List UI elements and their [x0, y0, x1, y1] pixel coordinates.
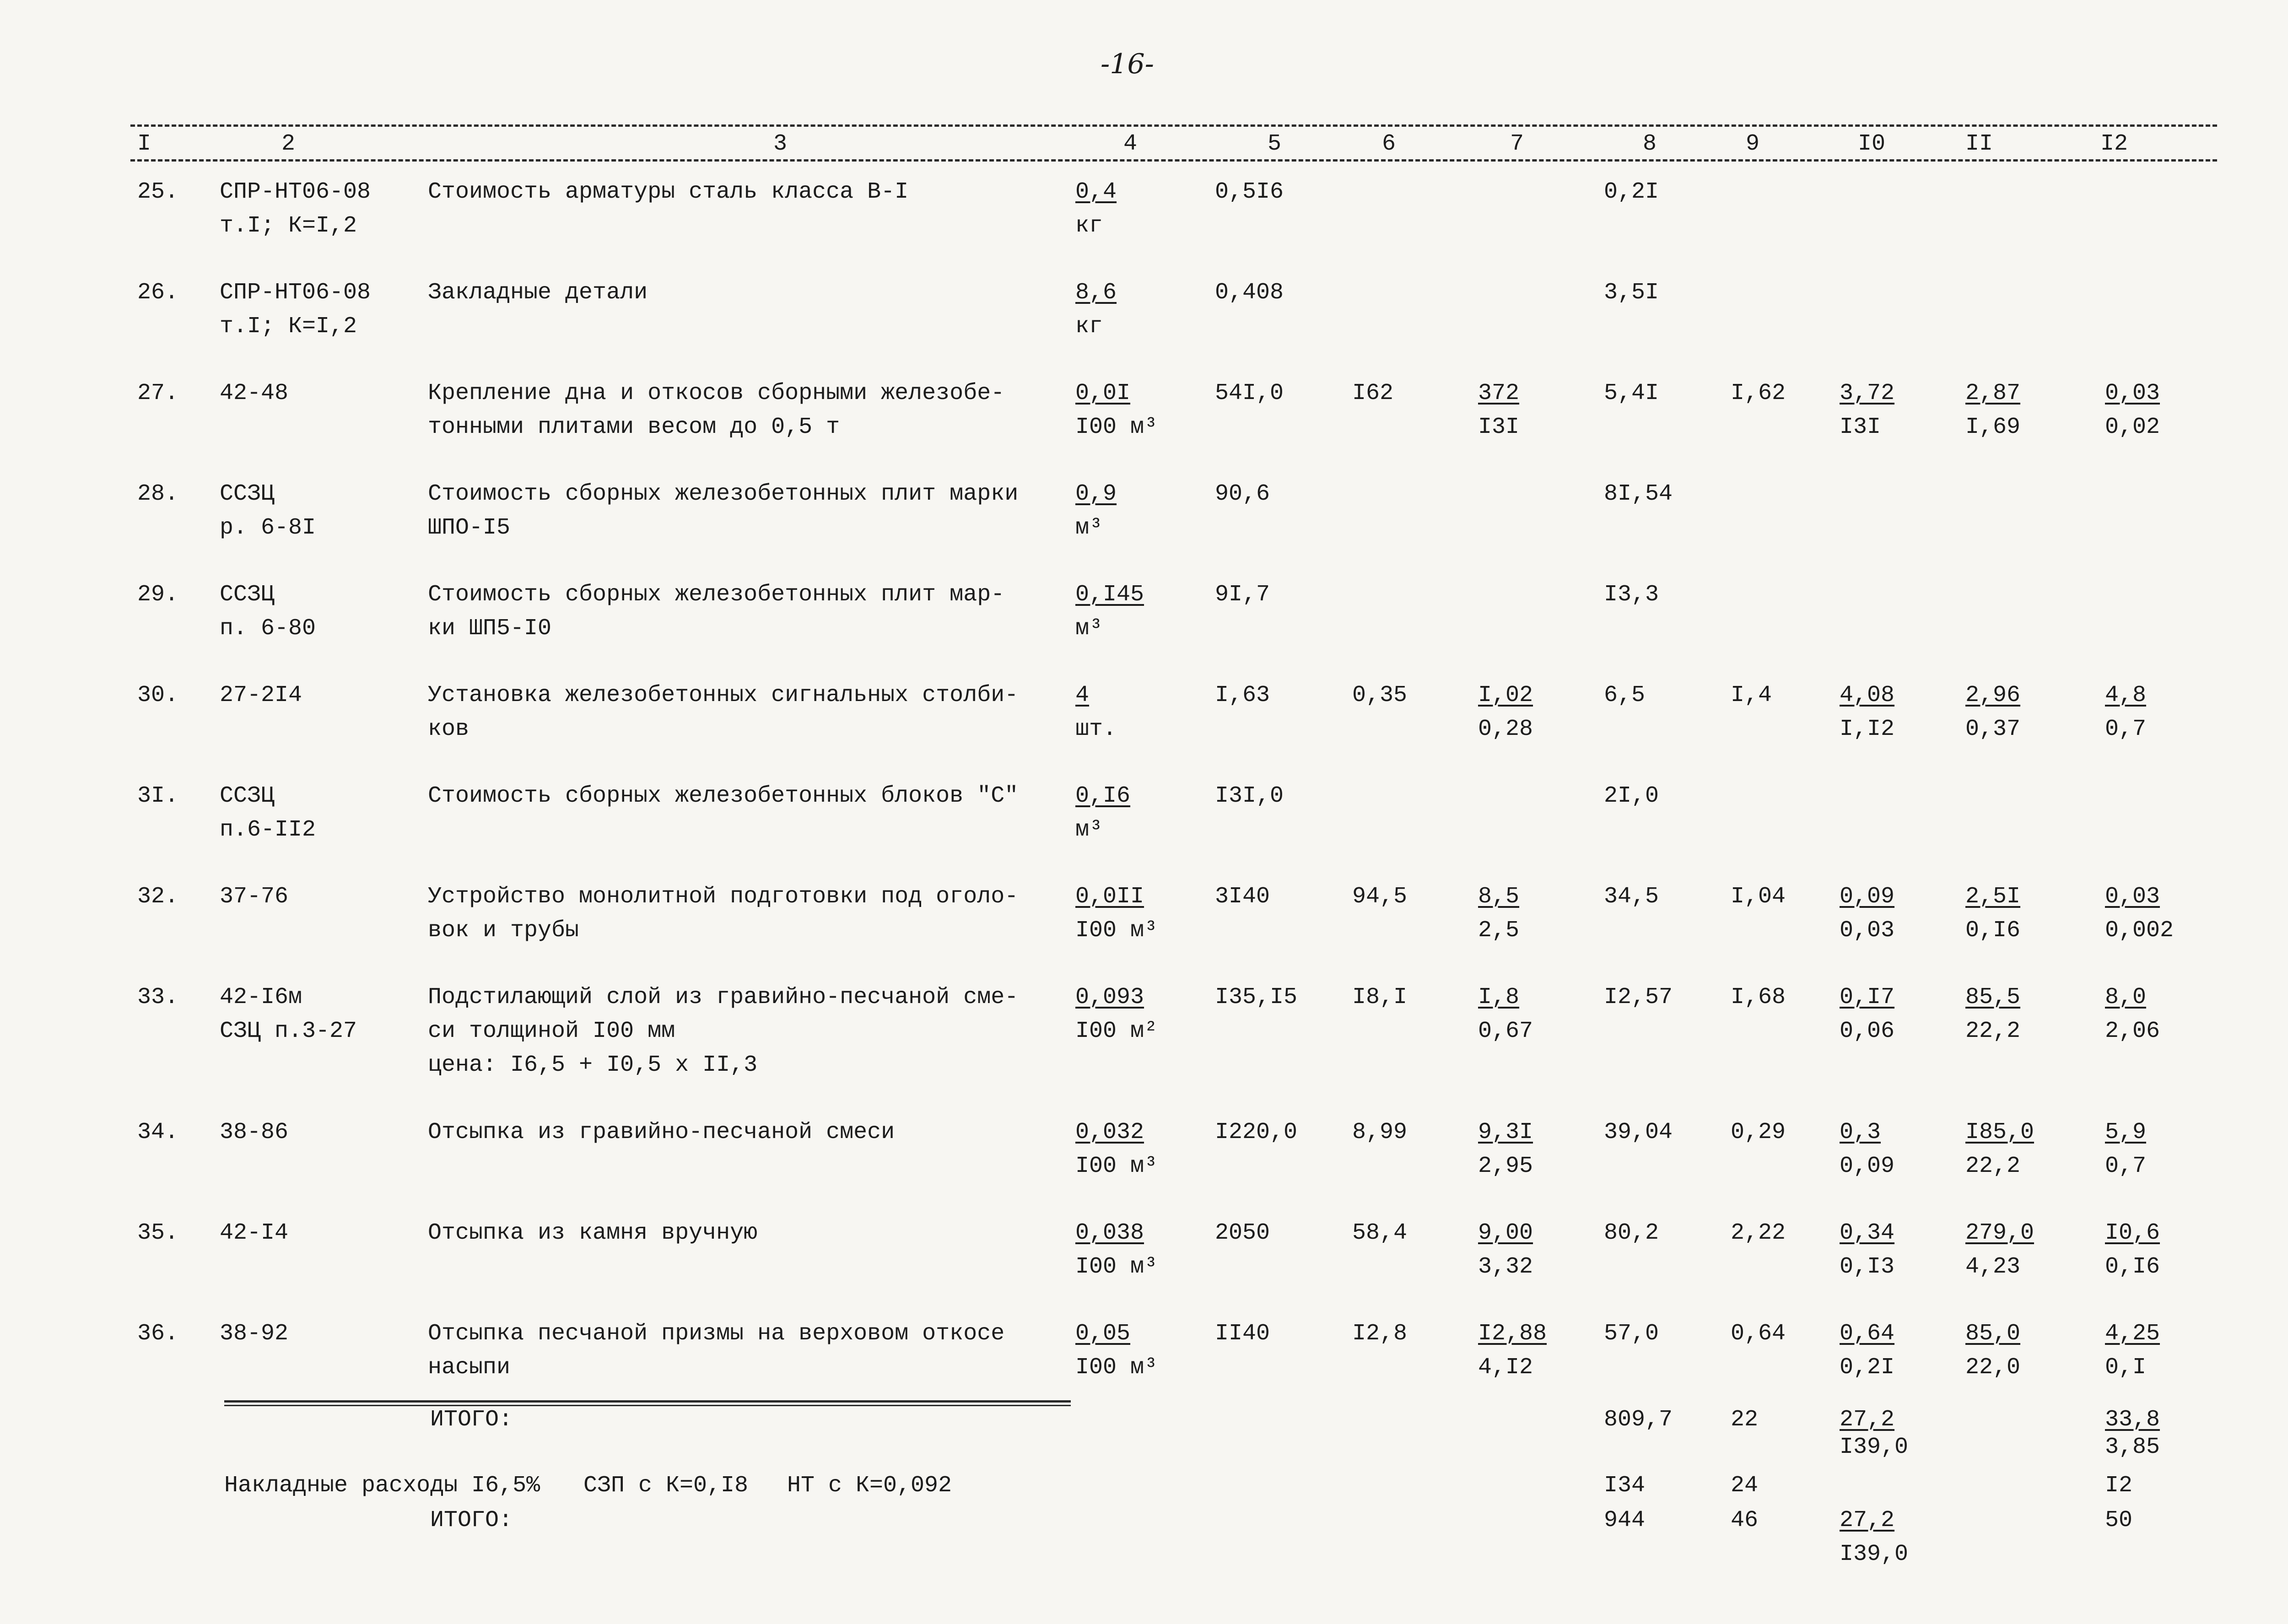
row-col11-bottom: 22,2 [1965, 1153, 2021, 1179]
row-description: цена: I6,5 + I0,5 x II,3 [428, 1052, 758, 1078]
row-col9: I,62 [1731, 380, 1786, 406]
row-col12-bottom: 0,I [2105, 1354, 2147, 1381]
row-col10-top: 4,08 [1840, 682, 1895, 708]
row-col5: I220,0 [1215, 1119, 1298, 1145]
row-col12-top: 5,9 [2105, 1119, 2147, 1145]
row-col12-top: I0,6 [2105, 1220, 2160, 1246]
row-code: СЗЦ п.3-27 [220, 1018, 357, 1044]
row-col7-bottom: 2,5 [1478, 917, 1520, 944]
row-description: Отсыпка из гравийно-песчаной смеси [428, 1119, 895, 1145]
page-number: -16- [1101, 48, 1154, 80]
row-col10-bottom: 0,06 [1840, 1018, 1895, 1044]
row-code: 38-92 [220, 1321, 289, 1347]
total-col10-bottom: I39,0 [1840, 1434, 1909, 1460]
column-number-3: 3 [773, 131, 788, 157]
row-col6: I2,8 [1352, 1321, 1408, 1347]
row-col8: 2I,0 [1604, 783, 1659, 809]
row-col10-bottom: 0,I3 [1840, 1254, 1895, 1280]
row-description: Стоимость сборных железобетонных блоков "С" [428, 783, 1019, 809]
row-description: ков [428, 716, 469, 742]
row-col12-top: 8,0 [2105, 984, 2147, 1010]
row-col10-bottom: 0,09 [1840, 1153, 1895, 1179]
row-number: 36. [137, 1321, 179, 1347]
row-col7-top: I,02 [1478, 682, 1533, 708]
row-description: си толщиной I00 мм [428, 1018, 675, 1044]
row-quantity: 0,05 [1075, 1321, 1131, 1347]
row-col7-top: I,8 [1478, 984, 1520, 1010]
row-unit: кг [1075, 313, 1103, 340]
row-unit: I00 м² [1075, 1018, 1158, 1044]
row-col11-bottom: 22,0 [1965, 1354, 2021, 1381]
row-code: ССЗЦ [220, 481, 275, 507]
row-unit: I00 м³ [1075, 1153, 1158, 1179]
row-code: СПР-НТ06-08 [220, 280, 371, 306]
row-col7-bottom: 4,I2 [1478, 1354, 1533, 1381]
row-col12-top: 0,03 [2105, 884, 2160, 910]
row-col5: I35,I5 [1215, 984, 1298, 1010]
row-code: т.I; К=I,2 [220, 213, 357, 239]
row-description: Отсыпка песчаной призмы на верховом откосе [428, 1321, 1005, 1347]
row-description: Устройство монолитной подготовки под оголо- [428, 884, 1019, 910]
row-col5: 90,6 [1215, 481, 1270, 507]
row-col9: I,4 [1731, 682, 1772, 708]
row-col12-top: 4,25 [2105, 1321, 2160, 1347]
row-col10-top: 0,34 [1840, 1220, 1895, 1246]
row-col12-bottom: 0,02 [2105, 414, 2160, 440]
row-unit: I00 м³ [1075, 1254, 1158, 1280]
row-description: Подстилающий слой из гравийно-песчаной сме- [428, 984, 1019, 1010]
row-description: Отсыпка из камня вручную [428, 1220, 758, 1246]
grand-total-col10-top: 27,2 [1840, 1507, 1895, 1533]
grand-total-col9: 46 [1731, 1507, 1759, 1533]
row-code: ССЗЦ [220, 582, 275, 608]
column-number-9: 9 [1746, 131, 1760, 157]
total-col8: 809,7 [1604, 1407, 1673, 1433]
row-col7-top: I2,88 [1478, 1321, 1547, 1347]
total-col10-top: 27,2 [1840, 1407, 1895, 1433]
overhead-col8: I34 [1604, 1473, 1646, 1499]
overhead-nt: НТ с К=0,092 [787, 1473, 952, 1499]
row-col10-top: 0,3 [1840, 1119, 1881, 1145]
total-col9: 22 [1731, 1407, 1759, 1433]
row-col8: 57,0 [1604, 1321, 1659, 1347]
row-col6: 58,4 [1352, 1220, 1408, 1246]
row-quantity: 0,9 [1075, 481, 1117, 507]
row-col11-bottom: 0,I6 [1965, 917, 2021, 944]
row-col5: I3I,0 [1215, 783, 1284, 809]
row-col11-top: 2,87 [1965, 380, 2021, 406]
row-number: 28. [137, 481, 179, 507]
row-col5: 0,5I6 [1215, 179, 1284, 205]
row-col8: I3,3 [1604, 582, 1659, 608]
row-col6: 94,5 [1352, 884, 1408, 910]
row-unit: шт. [1075, 716, 1117, 742]
row-code: 38-86 [220, 1119, 289, 1145]
row-quantity: 0,038 [1075, 1220, 1144, 1246]
row-code: п.6-II2 [220, 817, 316, 843]
row-col6: I8,I [1352, 984, 1408, 1010]
row-col5: 2050 [1215, 1220, 1270, 1246]
row-code: 42-I6м [220, 984, 302, 1010]
row-number: 35. [137, 1220, 179, 1246]
row-col11-top: 85,5 [1965, 984, 2021, 1010]
row-col11-bottom: 22,2 [1965, 1018, 2021, 1044]
row-description: Закладные детали [428, 280, 648, 306]
row-col9: I,68 [1731, 984, 1786, 1010]
row-unit: I00 м³ [1075, 917, 1158, 944]
row-unit: м³ [1075, 515, 1103, 541]
overhead-szp: СЗП с К=0,I8 [583, 1473, 749, 1499]
row-col12-bottom: 0,7 [2105, 716, 2147, 742]
row-code: п. 6-80 [220, 615, 316, 642]
row-quantity: 0,4 [1075, 179, 1117, 205]
row-description: ки ШП5-I0 [428, 615, 552, 642]
row-col12-top: 4,8 [2105, 682, 2147, 708]
row-code: 42-48 [220, 380, 289, 406]
row-code: 27-2I4 [220, 682, 302, 708]
row-code: СПР-НТ06-08 [220, 179, 371, 205]
row-quantity: 0,0I [1075, 380, 1131, 406]
row-col11-bottom: I,69 [1965, 414, 2021, 440]
row-col12-bottom: 2,06 [2105, 1018, 2160, 1044]
row-col8: 34,5 [1604, 884, 1659, 910]
row-col6: 0,35 [1352, 682, 1408, 708]
row-col8: 3,5I [1604, 280, 1659, 306]
row-col5: II40 [1215, 1321, 1270, 1347]
row-number: 27. [137, 380, 179, 406]
row-col6: 8,99 [1352, 1119, 1408, 1145]
row-quantity: 0,093 [1075, 984, 1144, 1010]
row-col5: I,63 [1215, 682, 1270, 708]
subtotal-rule [224, 1400, 1071, 1403]
row-col8: 5,4I [1604, 380, 1659, 406]
row-col9: 2,22 [1731, 1220, 1786, 1246]
row-col7-bottom: 0,67 [1478, 1018, 1533, 1044]
row-description: ШПО-I5 [428, 515, 511, 541]
row-unit: м³ [1075, 615, 1103, 642]
row-col12-bottom: 0,I6 [2105, 1254, 2160, 1280]
column-number-4: 4 [1123, 131, 1138, 157]
row-col11-bottom: 0,37 [1965, 716, 2021, 742]
overhead-col12: I2 [2105, 1473, 2133, 1499]
row-description: Стоимость сборных железобетонных плит марки [428, 481, 1019, 507]
total-label: ИТОГО: [430, 1407, 513, 1433]
row-description: Крепление дна и откосов сборными железобе- [428, 380, 1005, 406]
row-col8: 6,5 [1604, 682, 1646, 708]
row-number: 30. [137, 682, 179, 708]
row-col10-bottom: 0,2I [1840, 1354, 1895, 1381]
row-col7-bottom: 0,28 [1478, 716, 1533, 742]
row-col7-bottom: 2,95 [1478, 1153, 1533, 1179]
row-col5: 9I,7 [1215, 582, 1270, 608]
row-col8: 39,04 [1604, 1119, 1673, 1145]
row-col10-bottom: I,I2 [1840, 716, 1895, 742]
row-col10-bottom: 0,03 [1840, 917, 1895, 944]
row-code: т.I; К=I,2 [220, 313, 357, 340]
overhead-col9: 24 [1731, 1473, 1759, 1499]
row-col11-bottom: 4,23 [1965, 1254, 2021, 1280]
column-number-6: 6 [1382, 131, 1396, 157]
row-number: 26. [137, 280, 179, 306]
row-col10-top: 0,I7 [1840, 984, 1895, 1010]
row-number: 29. [137, 582, 179, 608]
row-number: 32. [137, 884, 179, 910]
column-number-1: I [137, 131, 151, 157]
row-description: Установка железобетонных сигнальных столби- [428, 682, 1019, 708]
row-description: Стоимость арматуры сталь класса В-I [428, 179, 909, 205]
row-quantity: 0,I6 [1075, 783, 1131, 809]
row-col9: I,04 [1731, 884, 1786, 910]
row-col6: I62 [1352, 380, 1394, 406]
row-col11-top: I85,0 [1965, 1119, 2034, 1145]
row-col12-bottom: 0,7 [2105, 1153, 2147, 1179]
row-col10-top: 0,64 [1840, 1321, 1895, 1347]
row-col5: 3I40 [1215, 884, 1270, 910]
row-col8: 80,2 [1604, 1220, 1659, 1246]
row-col12-top: 0,03 [2105, 380, 2160, 406]
row-col11-top: 2,96 [1965, 682, 2021, 708]
row-unit: I00 м³ [1075, 414, 1158, 440]
row-col5: 54I,0 [1215, 380, 1284, 406]
row-number: 33. [137, 984, 179, 1010]
row-col9: 0,29 [1731, 1119, 1786, 1145]
row-unit: I00 м³ [1075, 1354, 1158, 1381]
row-quantity: 0,I45 [1075, 582, 1144, 608]
row-number: 25. [137, 179, 179, 205]
header-rule-bottom [130, 159, 2217, 162]
grand-total-col10-bottom: I39,0 [1840, 1541, 1909, 1567]
column-number-10: I0 [1858, 131, 1886, 157]
total-col12-top: 33,8 [2105, 1407, 2160, 1433]
column-number-2: 2 [281, 131, 296, 157]
row-col7-bottom: 3,32 [1478, 1254, 1533, 1280]
subtotal-rule-2 [224, 1405, 1071, 1406]
total-col12-bottom: 3,85 [2105, 1434, 2160, 1460]
row-quantity: 0,032 [1075, 1119, 1144, 1145]
overhead-label: Накладные расходы I6,5% [224, 1473, 540, 1499]
row-code: ССЗЦ [220, 783, 275, 809]
row-quantity: 4 [1075, 682, 1090, 708]
row-col7-top: 9,00 [1478, 1220, 1533, 1246]
row-description: тонными плитами весом до 0,5 т [428, 414, 840, 440]
row-col10-bottom: I3I [1840, 414, 1881, 440]
row-col7-bottom: I3I [1478, 414, 1520, 440]
row-code: р. 6-8I [220, 515, 316, 541]
row-code: 42-I4 [220, 1220, 289, 1246]
row-col7-top: 372 [1478, 380, 1520, 406]
column-number-7: 7 [1510, 131, 1524, 157]
row-number: 34. [137, 1119, 179, 1145]
row-unit: кг [1075, 213, 1103, 239]
header-rule-top [130, 124, 2217, 127]
row-col12-bottom: 0,002 [2105, 917, 2174, 944]
row-col8: 8I,54 [1604, 481, 1673, 507]
row-col5: 0,408 [1215, 280, 1284, 306]
row-unit: м³ [1075, 817, 1103, 843]
row-col11-top: 85,0 [1965, 1321, 2021, 1347]
row-col10-top: 0,09 [1840, 884, 1895, 910]
column-number-5: 5 [1268, 131, 1282, 157]
row-col9: 0,64 [1731, 1321, 1786, 1347]
row-quantity: 0,0II [1075, 884, 1144, 910]
row-col11-top: 279,0 [1965, 1220, 2034, 1246]
row-col7-top: 8,5 [1478, 884, 1520, 910]
row-code: 37-76 [220, 884, 289, 910]
grand-total-label: ИТОГО: [430, 1507, 513, 1533]
grand-total-col8: 944 [1604, 1507, 1646, 1533]
row-col7-top: 9,3I [1478, 1119, 1533, 1145]
row-description: Стоимость сборных железобетонных плит мар- [428, 582, 1005, 608]
row-col8: 0,2I [1604, 179, 1659, 205]
row-col10-top: 3,72 [1840, 380, 1895, 406]
row-quantity: 8,6 [1075, 280, 1117, 306]
grand-total-col12: 50 [2105, 1507, 2133, 1533]
row-description: вок и трубы [428, 917, 579, 944]
row-description: насыпи [428, 1354, 511, 1381]
column-number-8: 8 [1643, 131, 1657, 157]
row-col8: I2,57 [1604, 984, 1673, 1010]
column-number-11: II [1965, 131, 1993, 157]
row-number: 3I. [137, 783, 179, 809]
column-number-12: I2 [2100, 131, 2128, 157]
row-col11-top: 2,5I [1965, 884, 2021, 910]
